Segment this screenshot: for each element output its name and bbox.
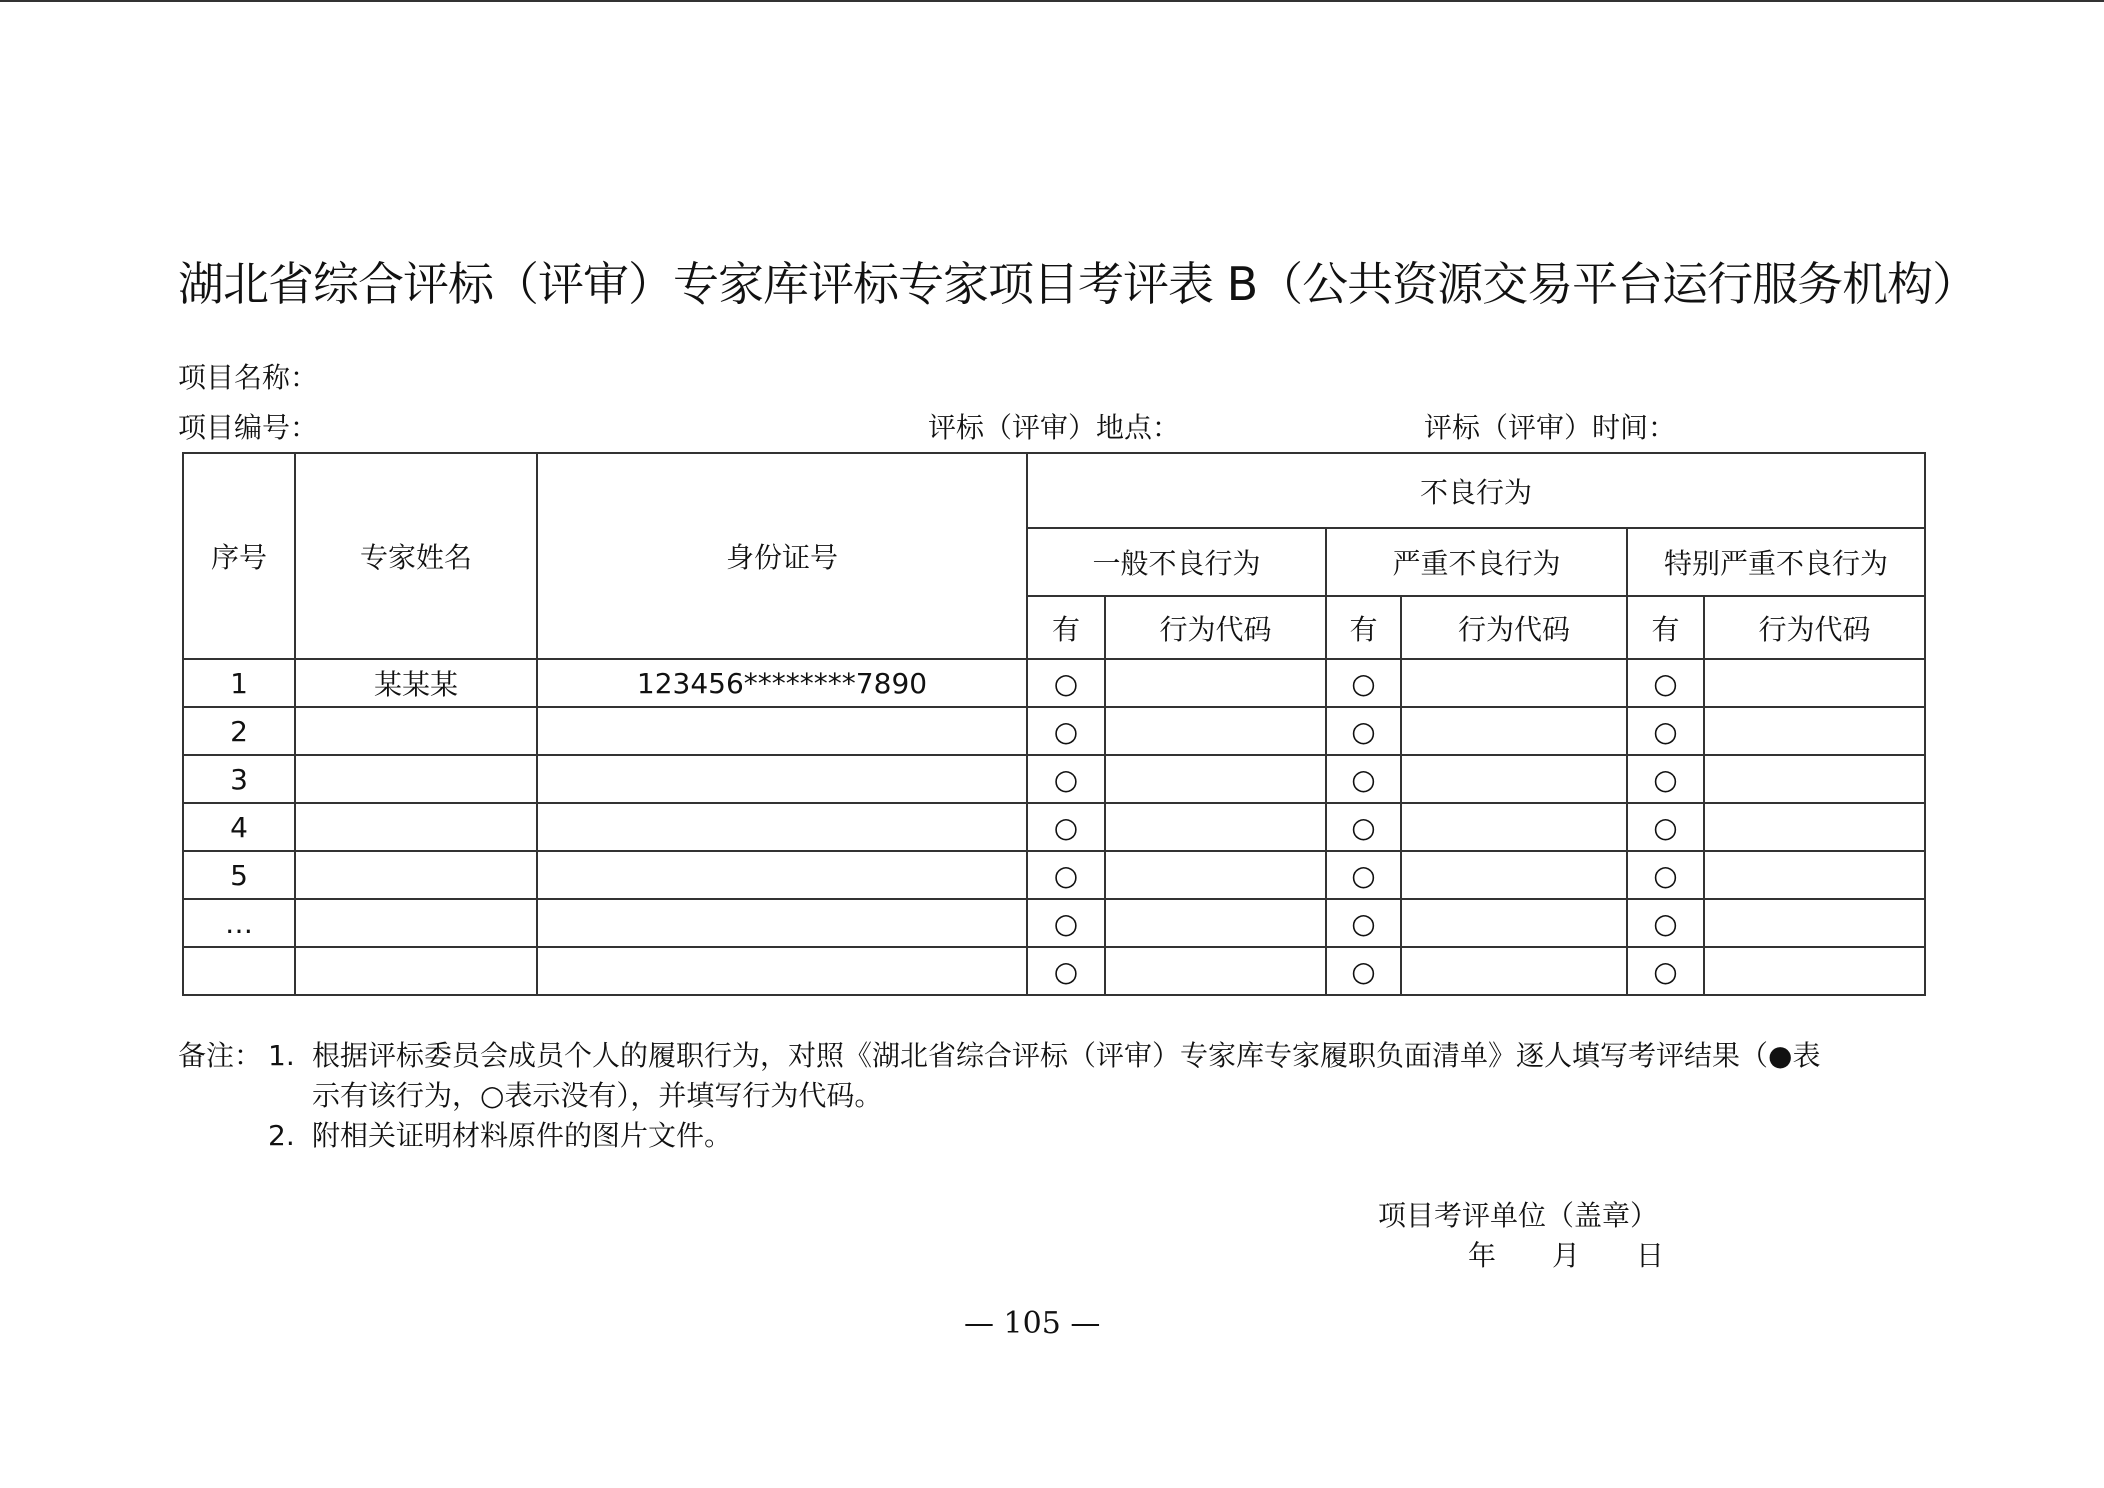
serious-code-cell[interactable] (1401, 899, 1627, 947)
especially-radio[interactable]: ○ (1627, 707, 1704, 755)
serious-code-cell[interactable] (1401, 755, 1627, 803)
especially-code-cell[interactable] (1704, 659, 1925, 707)
serious-radio[interactable]: ○ (1326, 707, 1401, 755)
table-row (183, 707, 1925, 755)
serious-radio[interactable]: ○ (1326, 659, 1401, 707)
especially-radio[interactable]: ○ (1627, 659, 1704, 707)
table-row (183, 803, 1925, 851)
general-radio[interactable]: ○ (1027, 851, 1105, 899)
general-code-cell[interactable] (1105, 659, 1326, 707)
row-id-number[interactable] (537, 755, 1027, 803)
header-bad-behavior: 不良行为 (1027, 453, 1925, 528)
serious-radio[interactable]: ○ (1326, 851, 1401, 899)
signature-unit: 项目考评单位（盖章） (1378, 1199, 1659, 1232)
header-serious: 严重不良行为 (1326, 528, 1627, 596)
page-number: — 105 — (964, 1306, 1101, 1341)
header-expert-name: 专家姓名 (295, 453, 537, 659)
general-code-cell[interactable] (1105, 947, 1326, 995)
row-id-number[interactable] (537, 707, 1027, 755)
general-radio[interactable]: ○ (1027, 947, 1105, 995)
time-label: 评标（评审）时间： (1424, 411, 1677, 444)
row-seq: 3 (183, 755, 295, 803)
general-radio[interactable]: ○ (1027, 899, 1105, 947)
especially-code-cell[interactable] (1704, 851, 1925, 899)
row-seq: … (183, 899, 295, 947)
serious-radio[interactable]: ○ (1326, 755, 1401, 803)
row-id-number[interactable]: 123456********7890 (537, 659, 1027, 707)
header-serious-has: 有 (1326, 596, 1401, 659)
especially-radio[interactable]: ○ (1627, 755, 1704, 803)
especially-code-cell[interactable] (1704, 707, 1925, 755)
serious-radio[interactable]: ○ (1326, 947, 1401, 995)
row-id-number[interactable] (537, 899, 1027, 947)
table-row (183, 947, 1925, 995)
especially-code-cell[interactable] (1704, 755, 1925, 803)
row-expert-name[interactable] (295, 899, 537, 947)
row-id-number[interactable] (537, 851, 1027, 899)
row-expert-name[interactable] (295, 947, 537, 995)
row-expert-name[interactable] (295, 851, 537, 899)
serious-radio[interactable]: ○ (1326, 803, 1401, 851)
general-radio[interactable]: ○ (1027, 755, 1105, 803)
serious-code-cell[interactable] (1401, 659, 1627, 707)
general-radio[interactable]: ○ (1027, 707, 1105, 755)
note-text: 示有该行为，○表示没有），并填写行为代码。 (312, 1079, 883, 1112)
table-row (183, 851, 1925, 899)
row-expert-name[interactable] (295, 707, 537, 755)
note-text: 根据评标委员会成员个人的履职行为，对照《湖北省综合评标（评审）专家库专家履职负面清单》逐人填写考评结果（●表 (312, 1039, 1821, 1072)
serious-code-cell[interactable] (1401, 947, 1627, 995)
row-id-number[interactable] (537, 947, 1027, 995)
row-seq: 2 (183, 707, 295, 755)
row-expert-name[interactable]: 某某某 (295, 659, 537, 707)
row-seq (183, 947, 295, 995)
note-text: 附相关证明材料原件的图片文件。 (312, 1119, 733, 1152)
general-radio[interactable]: ○ (1027, 659, 1105, 707)
especially-radio[interactable]: ○ (1627, 899, 1704, 947)
header-general-code: 行为代码 (1105, 596, 1326, 659)
evaluation-table (182, 452, 1926, 996)
header-especially-has: 有 (1627, 596, 1704, 659)
header-general-has: 有 (1027, 596, 1105, 659)
header-id-number: 身份证号 (537, 453, 1027, 659)
general-radio[interactable]: ○ (1027, 803, 1105, 851)
location-label: 评标（评审）地点： (928, 411, 1181, 444)
project-number-label: 项目编号： (178, 411, 319, 444)
especially-radio[interactable]: ○ (1627, 851, 1704, 899)
project-name-label: 项目名称： (178, 361, 319, 394)
row-seq: 4 (183, 803, 295, 851)
serious-code-cell[interactable] (1401, 707, 1627, 755)
especially-code-cell[interactable] (1704, 899, 1925, 947)
especially-code-cell[interactable] (1704, 803, 1925, 851)
serious-code-cell[interactable] (1401, 851, 1627, 899)
signature-date: 年 月 日 (1468, 1239, 1665, 1272)
especially-code-cell[interactable] (1704, 947, 1925, 995)
general-code-cell[interactable] (1105, 899, 1326, 947)
row-seq: 1 (183, 659, 295, 707)
especially-radio[interactable]: ○ (1627, 803, 1704, 851)
row-expert-name[interactable] (295, 803, 537, 851)
note-number: 2. (268, 1119, 295, 1152)
note-number: 1. (268, 1039, 295, 1072)
header-especially-code: 行为代码 (1704, 596, 1925, 659)
row-id-number[interactable] (537, 803, 1027, 851)
page-title: 湖北省综合评标（评审）专家库评标专家项目考评表 B（公共资源交易平台运行服务机构） (178, 257, 1978, 311)
table-row (183, 659, 1925, 707)
table-row (183, 899, 1925, 947)
serious-code-cell[interactable] (1401, 803, 1627, 851)
general-code-cell[interactable] (1105, 755, 1326, 803)
row-seq: 5 (183, 851, 295, 899)
general-code-cell[interactable] (1105, 707, 1326, 755)
notes-label: 备注： (178, 1039, 263, 1072)
especially-radio[interactable]: ○ (1627, 947, 1704, 995)
header-especially-serious: 特别严重不良行为 (1627, 528, 1925, 596)
header-general: 一般不良行为 (1027, 528, 1326, 596)
row-expert-name[interactable] (295, 755, 537, 803)
table-row (183, 755, 1925, 803)
general-code-cell[interactable] (1105, 803, 1326, 851)
general-code-cell[interactable] (1105, 851, 1326, 899)
page-top-border (0, 0, 2104, 2)
header-serious-code: 行为代码 (1401, 596, 1627, 659)
header-seq: 序号 (183, 453, 295, 659)
serious-radio[interactable]: ○ (1326, 899, 1401, 947)
